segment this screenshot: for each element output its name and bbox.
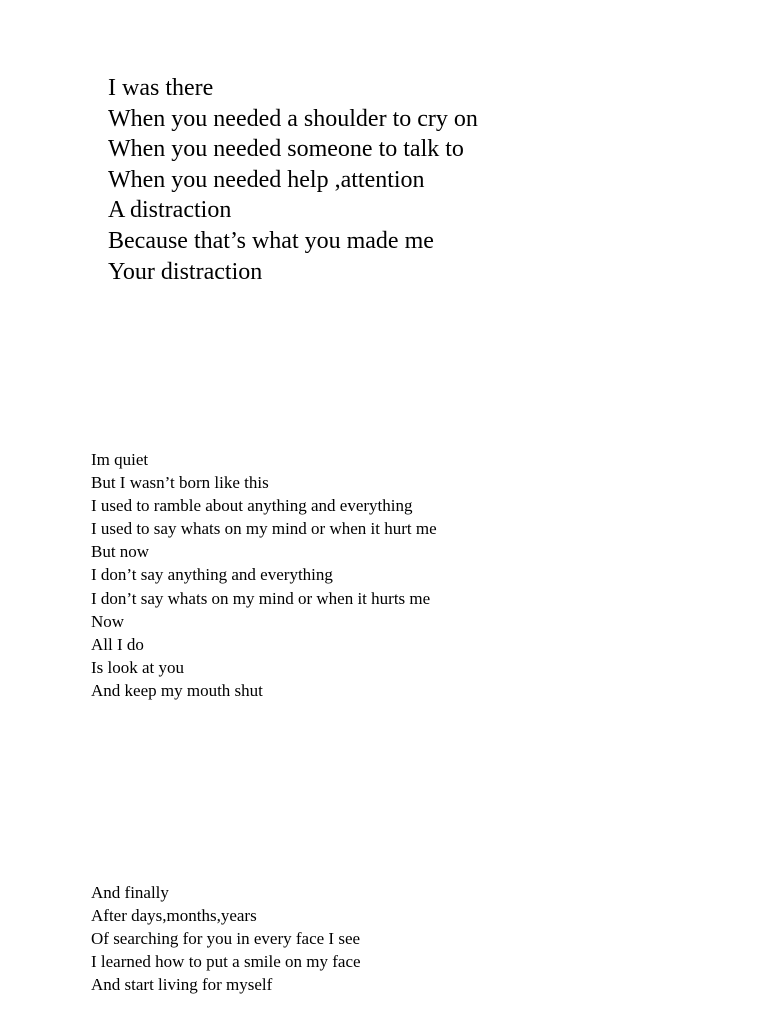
poem-stanza-1 bbox=[108, 73, 478, 287]
poem-line: I used to say whats on my mind or when it hurt me bbox=[91, 519, 437, 539]
poem-line: But I wasn’t born like this bbox=[91, 473, 269, 493]
poem-line: When you needed someone to talk to bbox=[108, 136, 464, 163]
poem-line: I used to ramble about anything and everything bbox=[91, 496, 413, 516]
poem-stanza-3 bbox=[91, 881, 361, 996]
poem-line: All I do bbox=[91, 634, 144, 654]
poem-line: I learned how to put a smile on my face bbox=[91, 952, 361, 972]
poem-line: I don’t say anything and everything bbox=[91, 565, 333, 585]
poem-line: Is look at you bbox=[91, 657, 185, 677]
poem-line: Now bbox=[91, 611, 125, 631]
poem-line: Because that’s what you made me bbox=[108, 227, 434, 254]
poem-line: Your distraction bbox=[108, 258, 263, 285]
poem-line: And start living for myself bbox=[91, 975, 273, 995]
poem-line: I don’t say whats on my mind or when it hurts me bbox=[91, 588, 431, 608]
poem-line: When you needed help ,attention bbox=[108, 166, 425, 193]
poem-line: A distraction bbox=[108, 197, 232, 224]
poem-line: After days,months,years bbox=[91, 906, 257, 926]
poem-line: But now bbox=[91, 542, 150, 562]
poem-line: Of searching for you in every face I see bbox=[91, 929, 361, 949]
poem-line: And finally bbox=[91, 883, 169, 902]
poem-stanza-2 bbox=[91, 448, 437, 702]
poem-line: And keep my mouth shut bbox=[91, 680, 263, 700]
poem-line: Im quiet bbox=[91, 450, 149, 469]
poem-line: When you needed a shoulder to cry on bbox=[108, 105, 478, 132]
poem-line: I was there bbox=[108, 75, 214, 101]
